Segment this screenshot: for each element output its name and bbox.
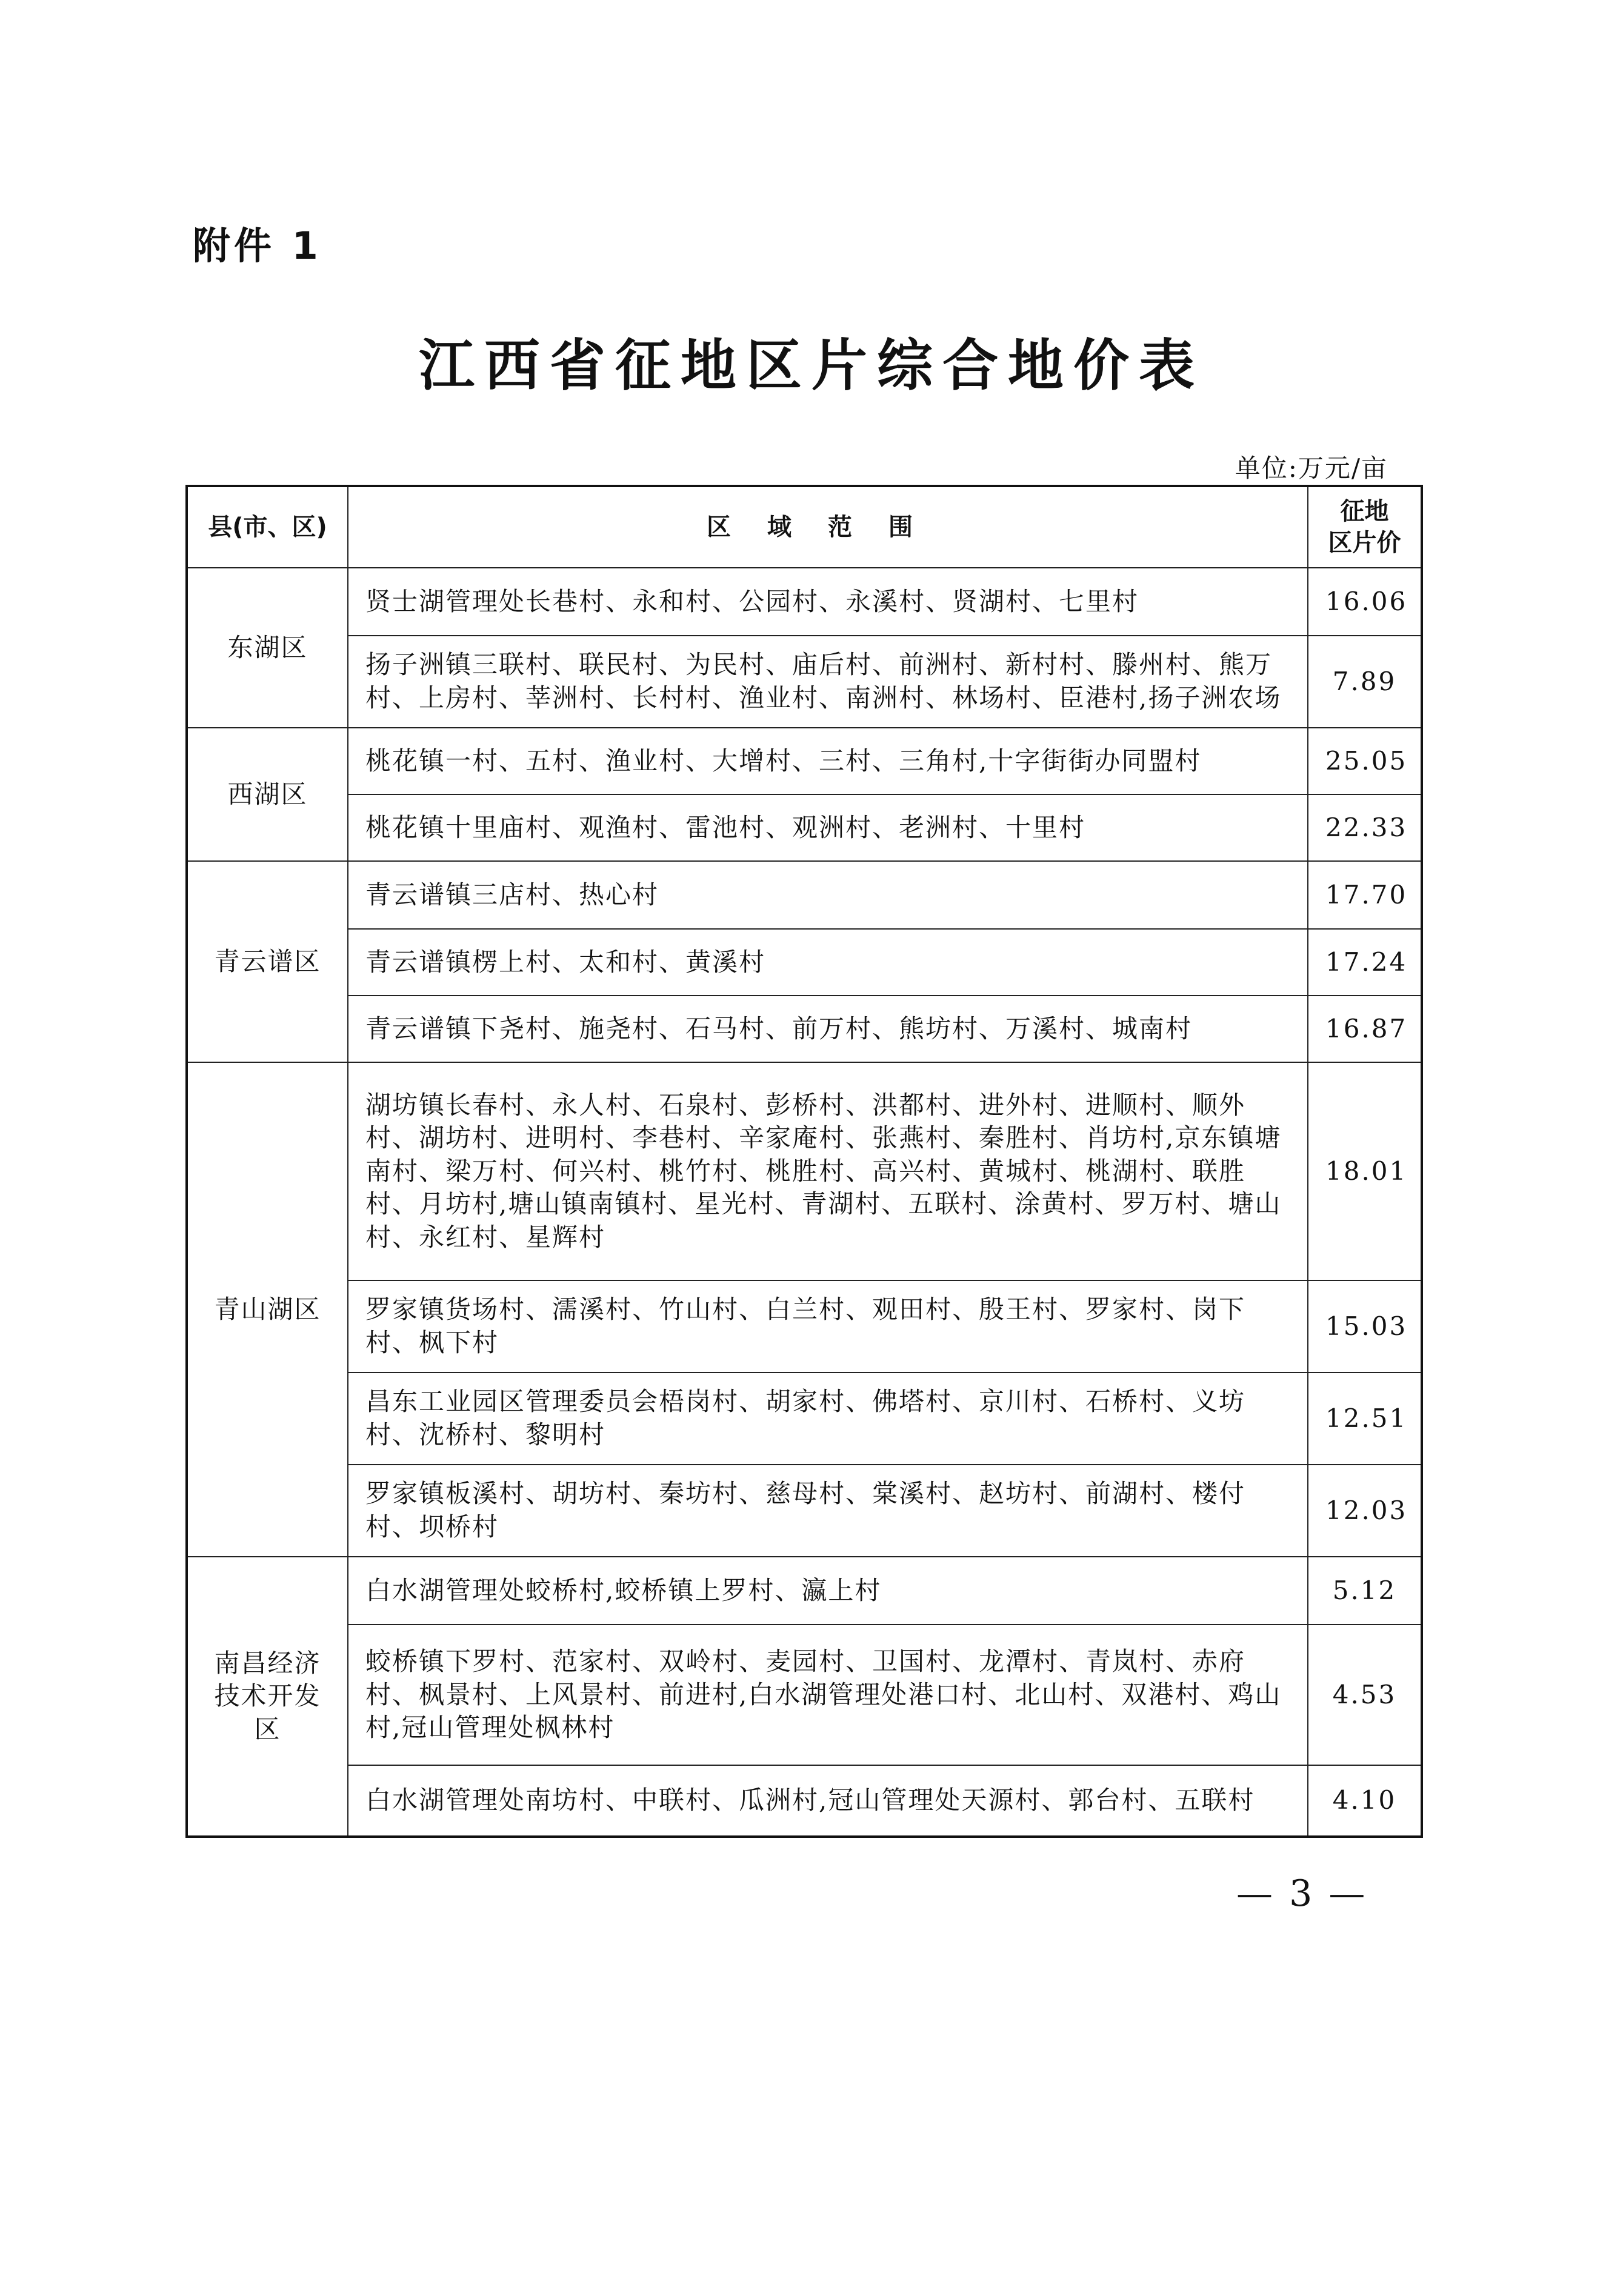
county-cell: 西湖区 xyxy=(187,728,348,861)
county-cell: 青云谱区 xyxy=(187,861,348,1062)
price-cell: 16.87 xyxy=(1308,996,1422,1062)
area-cell: 蛟桥镇下罗村、范家村、双岭村、麦园村、卫国村、龙潭村、青岚村、赤府村、枫景村、上风景村、前进村,白水湖管理处港口村、北山村、双港村、鸡山村,冠山管理处枫林村 xyxy=(348,1625,1308,1765)
price-cell: 12.51 xyxy=(1308,1373,1422,1465)
table-row xyxy=(187,568,1422,636)
table-row xyxy=(187,929,1422,996)
price-cell: 25.05 xyxy=(1308,728,1422,794)
header-county: 县(市、区) xyxy=(187,486,348,568)
area-cell: 白水湖管理处蛟桥村,蛟桥镇上罗村、瀛上村 xyxy=(348,1557,1308,1625)
area-cell: 青云谱镇下尧村、施尧村、石马村、前万村、熊坊村、万溪村、城南村 xyxy=(348,996,1308,1062)
table-row xyxy=(187,728,1422,794)
table-row xyxy=(187,1280,1422,1373)
price-cell: 15.03 xyxy=(1308,1280,1422,1373)
price-cell: 4.10 xyxy=(1308,1765,1422,1837)
area-cell: 扬子洲镇三联村、联民村、为民村、庙后村、前洲村、新村村、滕州村、熊万村、上房村、莘洲村、长村村、渔业村、南洲村、林场村、臣港村,扬子洲农场 xyxy=(348,636,1308,728)
area-cell: 罗家镇板溪村、胡坊村、秦坊村、慈母村、棠溪村、赵坊村、前湖村、楼付村、坝桥村 xyxy=(348,1465,1308,1557)
price-cell: 4.53 xyxy=(1308,1625,1422,1765)
table-row xyxy=(187,636,1422,728)
county-cell: 东湖区 xyxy=(187,568,348,728)
table-row xyxy=(187,1625,1422,1765)
area-cell: 桃花镇一村、五村、渔业村、大增村、三村、三角村,十字街街办同盟村 xyxy=(348,728,1308,794)
table-row xyxy=(187,1765,1422,1837)
price-cell: 7.89 xyxy=(1308,636,1422,728)
table-row xyxy=(187,1062,1422,1280)
area-cell: 贤士湖管理处长巷村、永和村、公园村、永溪村、贤湖村、七里村 xyxy=(348,568,1308,636)
area-cell: 桃花镇十里庙村、观渔村、雷池村、观洲村、老洲村、十里村 xyxy=(348,794,1308,861)
price-cell: 17.24 xyxy=(1308,929,1422,996)
table-row xyxy=(187,1557,1422,1625)
price-cell: 17.70 xyxy=(1308,861,1422,929)
table-row xyxy=(187,1373,1422,1465)
header-price xyxy=(1308,486,1422,568)
price-cell: 5.12 xyxy=(1308,1557,1422,1625)
county-cell: 青山湖区 xyxy=(187,1062,348,1557)
header-area: 区域范围 xyxy=(348,486,1308,568)
table-row xyxy=(187,794,1422,861)
header-price-line2: 区片价 xyxy=(1328,529,1401,557)
area-cell: 青云谱镇楞上村、太和村、黄溪村 xyxy=(348,929,1308,996)
table-header-row xyxy=(187,486,1422,568)
land-price-table xyxy=(185,485,1423,1838)
table-row xyxy=(187,1465,1422,1557)
area-cell: 白水湖管理处南坊村、中联村、瓜洲村,冠山管理处天源村、郭台村、五联村 xyxy=(348,1765,1308,1837)
price-cell: 16.06 xyxy=(1308,568,1422,636)
county-cell: 南昌经济技术开发区 xyxy=(187,1557,348,1837)
price-cell: 22.33 xyxy=(1308,794,1422,861)
unit-label: 单位:万元/亩 xyxy=(1235,453,1388,483)
table-row xyxy=(187,996,1422,1062)
header-price-line1: 征地 xyxy=(1340,497,1389,525)
table-row xyxy=(187,861,1422,929)
area-cell: 罗家镇货场村、濡溪村、竹山村、白兰村、观田村、殷王村、罗家村、岗下村、枫下村 xyxy=(348,1280,1308,1373)
area-cell: 昌东工业园区管理委员会梧岗村、胡家村、佛塔村、京川村、石桥村、义坊村、沈桥村、黎明村 xyxy=(348,1373,1308,1465)
area-cell: 湖坊镇长春村、永人村、石泉村、彭桥村、洪都村、进外村、进顺村、顺外村、湖坊村、进明村、李巷村、辛家庵村、张燕村、秦胜村、肖坊村,京东镇塘南村、梁万村、何兴村、桃竹村、桃胜村、高兴村、黄城村、桃湖村、联胜村、月坊村,塘山镇南镇村、星光村、青湖村、五联村、涂黄村、罗万村、塘山村、永红村、星辉村 xyxy=(348,1062,1308,1280)
price-cell: 12.03 xyxy=(1308,1465,1422,1557)
area-cell: 青云谱镇三店村、热心村 xyxy=(348,861,1308,929)
attachment-label: 附件 1 xyxy=(193,224,322,268)
price-cell: 18.01 xyxy=(1308,1062,1422,1280)
page-number: — 3 — xyxy=(1236,1872,1368,1915)
page-title: 江西省征地区片综合地价表 xyxy=(418,333,1204,398)
